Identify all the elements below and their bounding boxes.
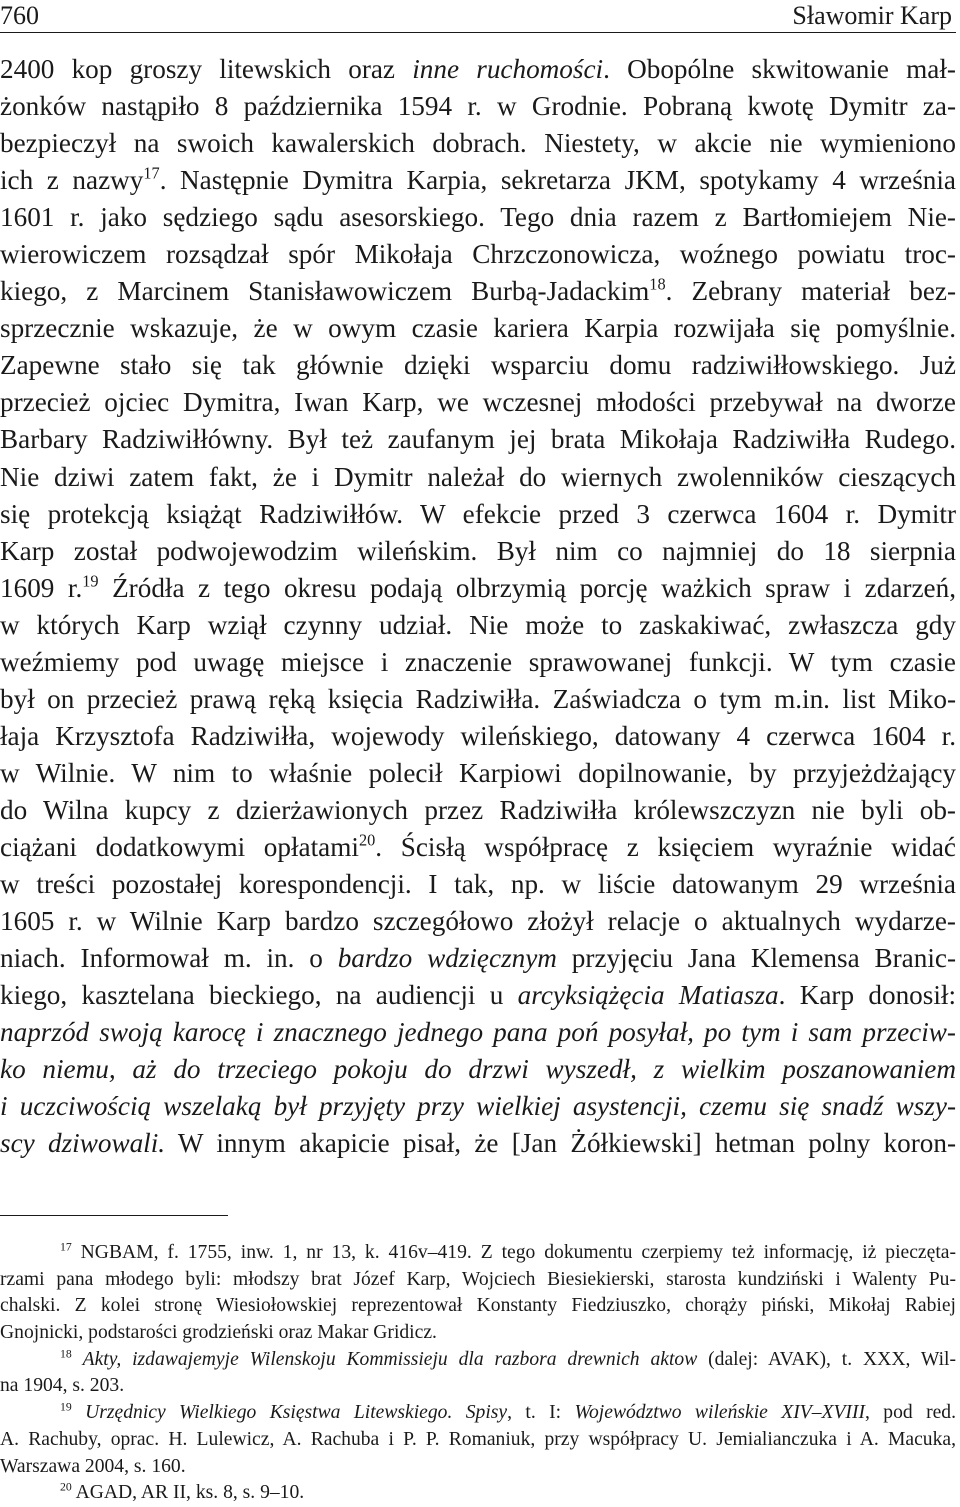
text-run: [72, 1402, 85, 1423]
footnote-ref: 20: [358, 830, 376, 850]
text-line: [0, 347, 956, 384]
text-run: był on przecież prawą ręką księcia Radziwiłła. Zaświadcza o tym m.in. list Miko-: [0, 683, 956, 714]
text-run: [72, 1349, 83, 1370]
text-run: Warszawa 2004, s. 160.: [0, 1455, 186, 1477]
text-run: rzami pana młodego byli: młodszy brat Józef Karp, Wojciech Biesiekierski, starosta kundziński i Walenty Pu-: [0, 1268, 956, 1290]
text-run: Zapewne stało się tak głównie dzięki wsparciu domu radziwiłłowskiego. Już: [0, 350, 956, 381]
italic-run: Urzędnicy Wielkiego Księstwa Litewskiego. Spisy: [85, 1402, 508, 1424]
text-line: [0, 1088, 956, 1125]
text-run: się protekcją książąt Radziwiłłów. W efekcie przed 3 czerwca 1604 r. Dymitr: [0, 498, 956, 529]
text-run: Karp został podwojewodzim wileńskim. Był nim co najmniej do 18 sierpnia: [0, 535, 956, 566]
text-line: [0, 644, 956, 681]
text-line: [0, 792, 956, 829]
text-line: [0, 570, 956, 607]
footnote-line: [0, 1373, 956, 1400]
main-text: [0, 51, 956, 1162]
italic-run: inne ruchomości: [412, 54, 604, 84]
footnote-line: [0, 1347, 956, 1374]
text-run: kiego, z Marcinem Stanisławowiczem Burbą-Jadackim: [0, 276, 650, 307]
text-line: [0, 310, 956, 347]
text-line: [0, 162, 956, 199]
running-head-author: Sławomir Karp: [792, 1, 952, 30]
text-run: w których Karp wziął czynny udział. Nie może to zaskakiwać, zwłaszcza gdy: [0, 609, 956, 640]
text-run: . Następnie Dymitra Karpia, sekretarza JKM, spotykamy 4 września: [159, 165, 956, 196]
text-run: 2400 kop groszy litewskich oraz: [0, 54, 413, 84]
text-run: . Zebrany materiał bez-: [665, 276, 957, 307]
text-line: [0, 977, 956, 1014]
footnote-ref: 18: [649, 274, 666, 294]
text-line: [0, 829, 956, 866]
footnote-ref: 19: [60, 1400, 72, 1414]
italic-run: arcyksiążęcia Matiasza: [517, 980, 779, 1011]
footnote-ref: 19: [82, 571, 99, 591]
text-run: Barbary Radziwiłłówny. Był też zaufanym jej brata Mikołaja Radziwiłła Rudego.: [0, 424, 956, 455]
footnote-line: [0, 1320, 956, 1347]
text-run: przyjęciu Jana Klemensa Branic-: [556, 943, 957, 974]
text-line: [0, 1014, 956, 1051]
text-run: Źródła z tego okresu podają olbrzymią porcję ważkich spraw i zdarzeń,: [98, 572, 956, 603]
text-line: [0, 459, 956, 496]
text-run: niach. Informował m. in. o: [0, 943, 338, 974]
text-run: Gnojnicki, podstarości grodzieński oraz Makar Gridicz.: [0, 1322, 437, 1344]
text-run: weźmiemy pod uwagę miejsce i znaczenie sprawowanej funkcji. W tym czasie: [0, 646, 956, 677]
text-line: [0, 125, 956, 162]
footnote-line: [0, 1240, 956, 1267]
text-line: [0, 903, 956, 940]
footnotes: [0, 1240, 956, 1507]
footnote-line: [0, 1454, 956, 1481]
text-run: na 1904, s. 203.: [0, 1375, 125, 1397]
text-run: bezpieczył na swoich kawalerskich dobrach. Niestety, w akcie nie wymieniono: [0, 128, 956, 159]
footnote-line: [0, 1427, 956, 1454]
text-line: [0, 273, 956, 310]
text-run: 1609 r.: [0, 572, 83, 603]
italic-run: naprzód swoją karocę i znacznego jednego pana poń posyłał, po tym i sam przeciw-: [0, 1017, 956, 1048]
text-line: [0, 607, 956, 644]
text-run: żonków nastąpiło 8 października 1594 r. w Grodnie. Pobraną kwotę Dymitr za-: [0, 91, 956, 122]
footnote-separator: [0, 1215, 228, 1216]
text-run: . Karp donosił:: [778, 980, 957, 1011]
text-line: [0, 755, 956, 792]
text-line: [0, 681, 956, 718]
text-line: [0, 1051, 956, 1088]
italic-run: bardzo wdzięcznym: [337, 943, 557, 974]
text-run: w Wilnie. W nim to właśnie polecił Karpiowi dopilnowanie, by przyjeżdżający: [0, 757, 956, 788]
text-run: AGAD, AR II, ks. 8, s. 9–10.: [71, 1482, 305, 1504]
italic-run: i uczciwością wszelaką był przyjęty przy wielkiej asystencji, czemu się snadź wszy-: [0, 1091, 956, 1122]
footnote-line: [0, 1400, 956, 1427]
text-run: Nie dziwi zatem fakt, że i Dymitr należał do wiernych zwolenników cieszących: [0, 461, 956, 492]
footnote-ref: 17: [60, 1240, 72, 1254]
text-line: [0, 51, 956, 88]
text-line: [0, 1125, 956, 1162]
italic-run: Akty, izdawajemyje Wilenskoju Kommissieju dla razbora drewnich aktow: [82, 1348, 698, 1370]
page-number: 760: [0, 1, 39, 30]
footnote-line: [0, 1267, 956, 1294]
text-run: wierowiczem rozsądzał spór Mikołaja Chrzczonowicza, woźnego powiatu troc-: [0, 239, 956, 270]
footnote-line: [0, 1293, 956, 1320]
text-run: , t. I:: [507, 1402, 575, 1424]
text-line: [0, 866, 956, 903]
text-run: ciążani dodatkowymi opłatami: [0, 831, 359, 862]
text-run: w treści pozostałej korespondencji. I tak, np. w liście datowanym 29 września: [0, 869, 956, 900]
italic-run: ko niemu, aż do trzeciego pokoju do drzwi wyszedł, z wielkim poszanowaniem: [0, 1054, 956, 1085]
text-run: przecież ojciec Dymitra, Iwan Karp, we wczesnej młodości przebywał na dworze: [0, 387, 956, 418]
text-run: łaja Krzysztofa Radziwiłła, wojewody wileńskiego, datowany 4 czerwca 1604 r.: [0, 720, 956, 751]
footnote-ref: 18: [60, 1347, 72, 1361]
text-run: 1601 r. jako sędziego sądu asesorskiego. Tego dnia razem z Bartłomiejem Nie-: [0, 202, 956, 233]
text-run: kiego, kasztelana bieckiego, na audiencji u: [0, 980, 518, 1011]
text-run: A. Rachuby, oprac. H. Lulewicz, A. Rachuba i P. P. Romaniuk, przy współpracy U. Jemialianczuka i A. Macuka,: [0, 1428, 956, 1450]
footnote-ref: 17: [143, 163, 160, 183]
text-run: , pod red.: [865, 1402, 956, 1424]
text-line: [0, 718, 956, 755]
text-run: . Obopólne skwitowanie mał-: [603, 54, 956, 84]
text-run: chalski. Z kolei stronę Wiesiołowskiej reprezentował Konstanty Fiedziuszko, chorąży piński, Mikołaj Rabiej: [0, 1295, 956, 1317]
text-run: W innym akapicie pisał, że [Jan Żółkiewski] hetman polny koron-: [165, 1128, 956, 1159]
running-header: [0, 0, 956, 33]
footnote-ref: 20: [60, 1480, 72, 1494]
text-line: [0, 199, 956, 236]
text-line: [0, 236, 956, 273]
text-line: [0, 88, 956, 125]
italic-run: Województwo wileńskie XIV–XVIII: [574, 1402, 865, 1424]
text-run: sprzecznie wskazuje, że w owym czasie kariera Karpia rozwijała się pomyślnie.: [0, 313, 956, 344]
italic-run: scy dziwowali.: [0, 1128, 166, 1159]
text-line: [0, 421, 956, 458]
text-run: (dalej: AVAK), t. XXX, Wil-: [697, 1348, 956, 1370]
text-run: NGBAM, f. 1755, inw. 1, nr 13, k. 416v–419. Z tego dokumentu czerpiemy też informację, iż pieczęta-: [71, 1242, 956, 1263]
text-run: . Ścisłą współpracę z księciem wyraźnie widać: [375, 831, 956, 862]
text-line: [0, 384, 956, 421]
text-run: do Wilna kupcy z dzierżawionych przez Radziwiłła królewszczyzn nie byli ob-: [0, 794, 956, 825]
text-line: [0, 533, 956, 570]
text-line: [0, 940, 956, 977]
text-run: ich z nazwy: [0, 165, 144, 196]
text-line: [0, 496, 956, 533]
text-run: 1605 r. w Wilnie Karp bardzo szczegółowo złożył relacje o aktualnych wydarze-: [0, 906, 956, 937]
